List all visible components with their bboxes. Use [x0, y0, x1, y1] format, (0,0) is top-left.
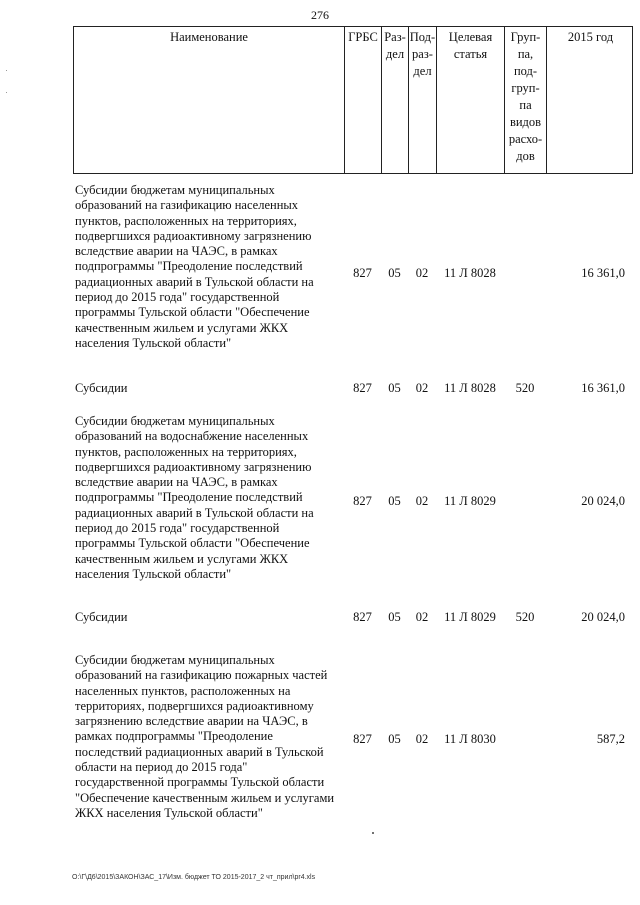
header-razdel: Раз- дел: [382, 27, 409, 173]
row-razdel: 05: [388, 381, 401, 395]
row-grbs: 827: [353, 381, 372, 395]
header-target: Целевая статья: [437, 27, 505, 173]
header-group: Груп- па, под- груп- па видов расхо- дов: [505, 27, 547, 173]
row-amount: 20 024,0: [581, 494, 625, 508]
row-amount: 16 361,0: [581, 266, 625, 280]
row-target: 11 Л 8029: [444, 494, 496, 508]
row-name: Субсидии: [75, 610, 128, 624]
table-row: [73, 381, 633, 397]
header-year: 2015 год: [567, 30, 614, 44]
row-target: 11 Л 8028: [444, 381, 496, 395]
table-row: [73, 610, 633, 626]
row-podrazdel: 02: [415, 732, 429, 746]
row-group: 520: [515, 610, 535, 624]
row-name: Субсидии бюджетам муниципальных образований на водоснабжение населенных пунктов, расположенных на территориях, подвергшихся радиоактивному загрязнению вследствие аварии на ЧАЭС, в рамках подпрограммы "Преодоление последствий радиационных аварий в Тульской области на период до 2015 года" государственной программы Тульской области "Обеспечение качественным жильем и услугами ЖКХ населения Тульской области": [75, 414, 314, 581]
row-podrazdel: 02: [415, 610, 429, 624]
row-podrazdel: 02: [415, 494, 429, 508]
margin-mark: [6, 70, 7, 71]
row-podrazdel: 02: [415, 266, 429, 280]
row-razdel: 05: [388, 266, 401, 280]
row-target: 11 Л 8028: [444, 266, 496, 280]
row-razdel: 05: [388, 610, 401, 624]
row-amount: 16 361,0: [581, 381, 625, 395]
row-group: 520: [515, 381, 535, 395]
row-grbs: 827: [353, 732, 372, 746]
file-path-footer: O:\Г\Д6\2015\ЗАКОН\ЗАС_17\Изм. бюджет ТО 2015-2017_2 чт_прил\pr4.xls: [72, 874, 316, 881]
row-grbs: 827: [353, 494, 372, 508]
table-row: [73, 414, 633, 584]
row-grbs: 827: [353, 266, 372, 280]
row-grbs: 827: [353, 610, 372, 624]
table-row: [73, 653, 633, 825]
row-target: 11 Л 8029: [444, 610, 496, 624]
row-name: Субсидии бюджетам муниципальных образований на газификацию пожарных частей населенных пунктов, расположенных на территориях, подвергшихся радиоактивному загрязнению вследствие аварии на ЧАЭС, в рамках подпрограммы "Преодоление последствий радиационных аварий в Тульской области на период до 2015 года" государственной программы Тульской области "Обеспечение качественным жильем и услугами ЖКХ населения Тульской области": [75, 653, 335, 820]
row-target: 11 Л 8030: [444, 732, 496, 746]
page-number: 276: [311, 8, 329, 22]
row-razdel: 05: [388, 732, 401, 746]
row-amount: 20 024,0: [581, 610, 625, 624]
row-podrazdel: 02: [415, 381, 429, 395]
row-name: Субсидии бюджетам муниципальных образований на газификацию населенных пунктов, расположенных на территориях, подвергшихся радиоактивному загрязнению вследствие аварии на ЧАЭС, в рамках подпрограммы "Преодоление последствий радиационных аварий в Тульской области на период до 2015 года" государственной программы Тульской области "Обеспечение качественным жильем и услугами ЖКХ населения Тульской области": [75, 183, 314, 350]
margin-mark: [6, 92, 7, 93]
header-podrazdel: Под- раз- дел: [409, 27, 437, 173]
table-row: [73, 183, 633, 353]
header-name: Наименование: [74, 27, 345, 173]
row-razdel: 05: [388, 494, 401, 508]
header-grbs: ГРБС: [345, 27, 382, 173]
scan-speck: [372, 832, 374, 834]
table-header: [73, 26, 633, 174]
row-amount: 587,2: [596, 732, 625, 746]
row-name: Субсидии: [75, 381, 128, 395]
